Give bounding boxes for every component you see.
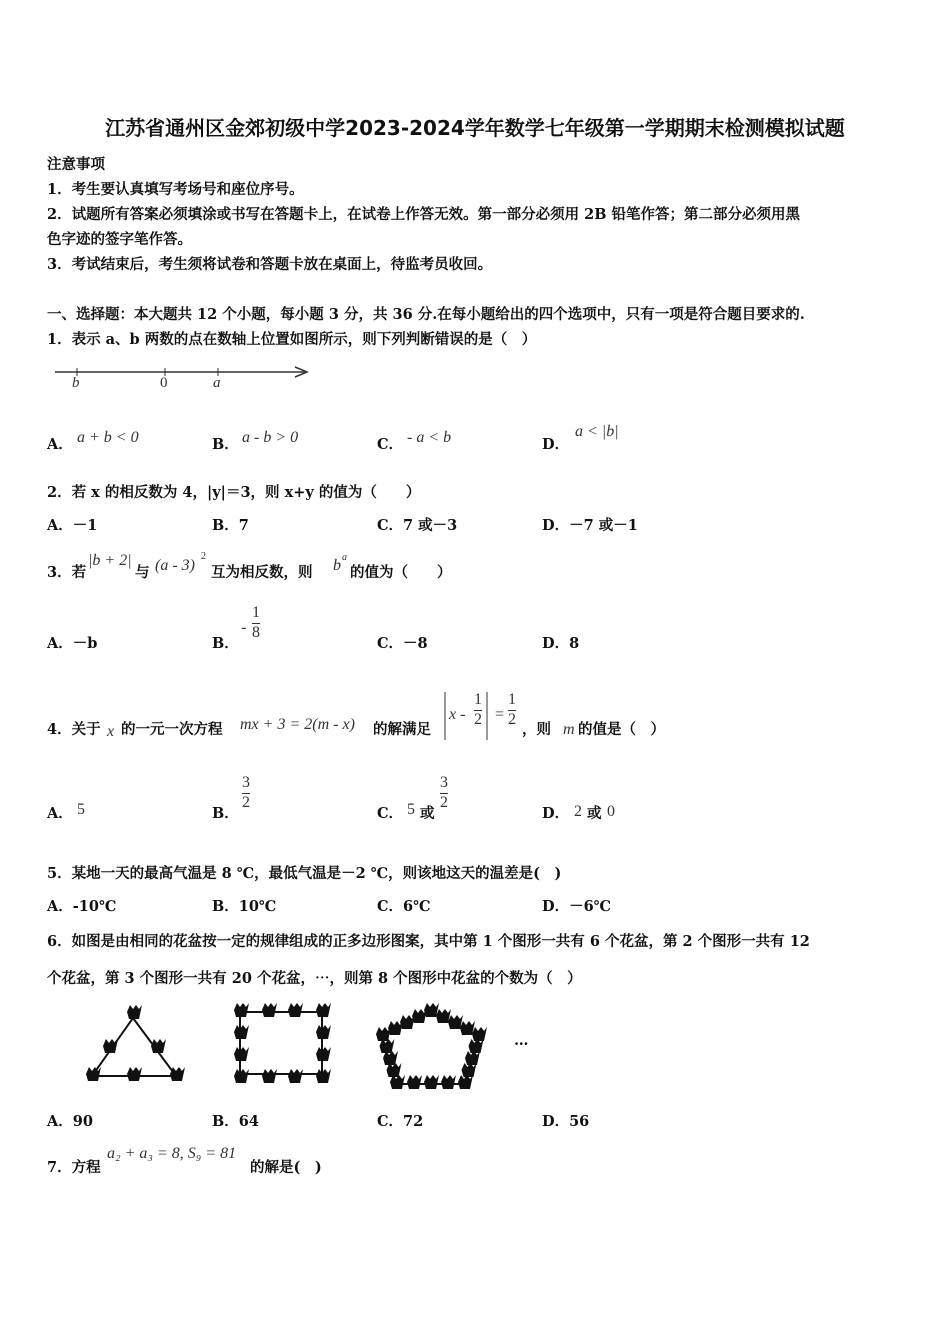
option-label: B． (212, 635, 239, 652)
option-text: 或 (420, 805, 435, 822)
option-math: 5 (77, 801, 85, 818)
flowerpot-icon (316, 1069, 331, 1083)
section-heading: 一、选择题：本大题共 12 个小题，每小题 3 分，共 36 分.在每小题给出的四个选项中，只有一项是符合题目要求的. (47, 306, 805, 323)
math-sign: - (241, 619, 247, 636)
flowerpot-icon (316, 1047, 331, 1061)
option: B．7 (212, 517, 249, 534)
option: B．10℃ (212, 898, 277, 915)
option-label: B． (212, 436, 239, 453)
option: D．－7 或－1 (542, 517, 638, 534)
question-7-prefix: 7．方程 (47, 1159, 101, 1176)
fraction-numerator: 3 (440, 774, 448, 791)
flowerpot-icon (170, 1067, 185, 1081)
option: C．7 或－3 (377, 517, 458, 534)
math-expr: b (333, 557, 341, 574)
option-label: C． (377, 436, 404, 453)
notice-item: 色字迹的签字笔作答。 (47, 231, 192, 248)
flowerpot-icon (390, 1075, 405, 1089)
flowerpot-icon (424, 1075, 439, 1089)
question-6-line: 6．如图是由相同的花盆按一定的规律组成的正多边形图案，其中第 1 个图形一共有 6 个花盆，第 2 个图形一共有 12 (47, 933, 810, 950)
flowerpot-icon (316, 1025, 331, 1039)
question-5: 5．某地一天的最高气温是 8 ℃，最低气温是－2 ℃，则该地这天的温差是( ) (47, 865, 562, 882)
question-2: 2．若 x 的相反数为 4，|y|＝3，则 x+y 的值为（ ） (47, 484, 421, 501)
option-math: a - b > 0 (242, 429, 299, 446)
option: D．56 (542, 1113, 590, 1130)
notice-item: 3．考试结束后，考生须将试卷和答题卡放在桌面上，待监考员收回。 (47, 256, 493, 273)
flowerpot-icon (316, 1003, 331, 1017)
question-3-text: 互为相反数，则 (211, 564, 313, 581)
option-math: - a < b (407, 429, 452, 446)
fraction-numerator: 1 (252, 604, 260, 621)
question-1: 1．表示 a、b 两数的点在数轴上位置如图所示，则下列判断错误的是（ ） (47, 331, 537, 348)
flowerpot-triangle-figure (80, 1000, 190, 1090)
number-line-figure (55, 362, 315, 392)
flowerpot-icon (127, 1005, 142, 1019)
option-math: 5 (407, 801, 415, 818)
fraction-denominator: 2 (508, 710, 516, 728)
option: D．－6℃ (542, 898, 612, 915)
flowerpot-icon (234, 1025, 249, 1039)
option: A．－b (47, 635, 98, 652)
fraction (440, 775, 448, 812)
option-label: C． (377, 805, 404, 822)
option: D．8 (542, 635, 580, 652)
question-3-text: 与 (135, 564, 150, 581)
axis-label-0: 0 (160, 375, 168, 391)
math-exponent: 2 (201, 551, 206, 562)
flowerpot-icon (469, 1039, 484, 1053)
fraction (252, 605, 260, 642)
option: C．－8 (377, 635, 428, 652)
question-7-text: 的解是( ) (250, 1159, 322, 1176)
option-label: D． (542, 805, 570, 822)
option-text: 或 (587, 805, 602, 822)
flowerpot-icon (407, 1075, 422, 1089)
flowerpot-icon (472, 1027, 487, 1041)
question-4-text: 的一元一次方程 (121, 721, 223, 738)
math-sign: = (495, 706, 505, 723)
option: B．64 (212, 1113, 259, 1130)
flowerpot-icon (234, 1069, 249, 1083)
fraction-numerator: 1 (474, 691, 482, 708)
square-outline (240, 1012, 322, 1074)
question-6-line: 个花盆，第 3 个图形一共有 20 个花盆，⋯，则第 8 个图形中花盆的个数为（ ） (47, 970, 582, 987)
flowerpot-icon (234, 1047, 249, 1061)
flowerpot-icon (288, 1069, 303, 1083)
option-math: 2 (574, 803, 582, 820)
math-equation: mx + 3 = 2(m - x) (240, 716, 355, 733)
question-3-text: 的值为（ ） (350, 564, 452, 581)
flowerpot-icons (376, 1003, 487, 1089)
question-3-prefix: 3．若 (47, 564, 87, 581)
question-4-text: 的解满足 (373, 721, 431, 738)
flowerpot-icon (127, 1067, 142, 1081)
option: C．72 (377, 1113, 424, 1130)
flowerpot-icon (462, 1063, 477, 1077)
option: A．90 (47, 1113, 93, 1130)
flowerpot-icon (465, 1051, 480, 1065)
math-equation: a₂ + a₃ = 8, S₉ = 81 (107, 1145, 237, 1162)
math-expr: (a - 3) (155, 557, 195, 574)
page-title: 江苏省通州区金郊初级中学2023-2024学年数学七年级第一学期期末检测模拟试题 (105, 116, 845, 140)
math-expr: x - (449, 706, 466, 723)
flowerpot-icon (151, 1039, 166, 1053)
notice-item: 2．试题所有答案必须填涂或书写在答题卡上，在试卷上作答无效。第一部分必须用 2B 铅笔作答；第二部分必须用黑 (47, 206, 801, 223)
option-label: D． (542, 436, 570, 453)
flowerpot-icon (288, 1003, 303, 1017)
ellipsis: … (514, 1032, 529, 1049)
option-math: 0 (607, 803, 615, 820)
option-label: B． (212, 805, 239, 822)
fraction-numerator: 3 (242, 774, 250, 791)
axis-label-a: a (213, 375, 221, 391)
flowerpot-icon (441, 1075, 456, 1089)
fraction-denominator: 2 (242, 793, 250, 811)
fraction-denominator: 2 (440, 793, 448, 811)
fraction-numerator: 1 (508, 691, 516, 708)
question-4-text: ，则 (522, 721, 551, 738)
flowerpot-icon (380, 1039, 395, 1053)
option-label: A． (47, 805, 73, 822)
fraction-denominator: 8 (252, 623, 260, 641)
flowerpot-icon (262, 1003, 277, 1017)
question-4-prefix: 4．关于 (47, 721, 101, 738)
option-label: A． (47, 436, 73, 453)
option: C．6℃ (377, 898, 431, 915)
flowerpot-icon (458, 1075, 473, 1089)
notice-item: 1．考生要认真填写考场号和座位序号。 (47, 181, 304, 198)
flowerpot-icon (234, 1003, 249, 1017)
flowerpot-icon (86, 1067, 101, 1081)
math-expr: |b + 2| (88, 552, 132, 569)
question-4-text: 的值是（ ） (578, 721, 665, 738)
math-var: x (107, 723, 115, 740)
fraction (508, 692, 516, 729)
flowerpot-icon (387, 1063, 402, 1077)
flowerpot-square-figure (228, 998, 338, 1093)
option-math: a + b < 0 (77, 429, 139, 446)
math-exponent: a (342, 552, 347, 563)
flowerpot-icon (262, 1069, 277, 1083)
fraction-denominator: 2 (474, 710, 482, 728)
option: A．-10℃ (47, 898, 117, 915)
flowerpot-icons (234, 1003, 331, 1083)
axis-label-b: b (72, 375, 80, 391)
option-math: a < |b| (575, 423, 619, 440)
option: A．－1 (47, 517, 98, 534)
math-var: m (563, 721, 575, 738)
fraction (242, 775, 250, 812)
flowerpot-pentagon-figure (372, 1000, 492, 1095)
flowerpot-icon (383, 1051, 398, 1065)
fraction (474, 692, 482, 729)
notice-heading: 注意事项 (47, 156, 105, 173)
